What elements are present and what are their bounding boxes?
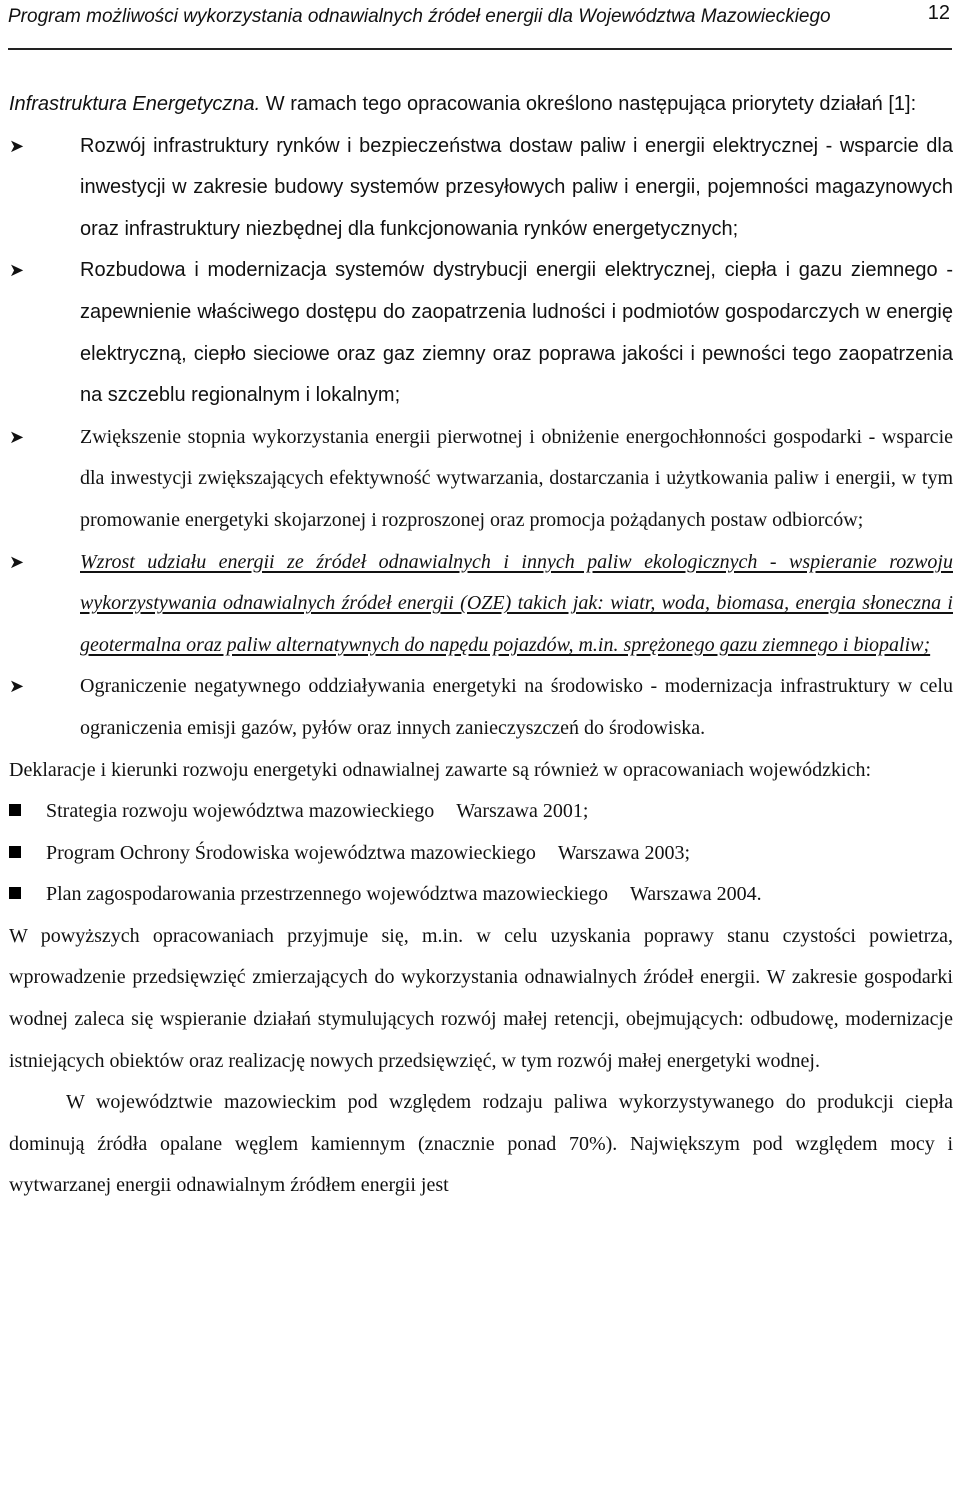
list-item: Plan zagospodarowania przestrzennego województwa mazowieckiego Warszawa 2004. xyxy=(9,874,953,916)
list-item: ➤ Zwiększenie stopnia wykorzystania energii pierwotnej i obniżenie energochłonności gospodarki - wsparcie dla inwestycji zwiększających efektywność wytwarzania, dostarczania i użytkowania paliw i energii, w tym promowanie energetyki skojarzonej i rozproszonej oraz promocja pożądanych postaw odbiorców; xyxy=(9,417,953,542)
list-item: ➤ Wzrost udziału energii ze źródeł odnawialnych i innych paliw ekologicznych - wspieranie rozwoju wykorzystywania odnawialnych źródeł energii (OZE) takich jak: wiatr, woda, biomasa, energia słoneczna i geotermalna oraz paliw alternatywnych do napędu pojazdów, m.in. sprężonego gazu ziemnego i biopaliw; xyxy=(9,542,953,667)
arrow-bullet-icon: ➤ xyxy=(9,676,25,697)
arrow-bullet-icon: ➤ xyxy=(9,260,25,281)
square-bullet-icon xyxy=(9,846,21,858)
page-number: 12 xyxy=(927,2,950,24)
priorities-list xyxy=(9,126,953,750)
documents-list xyxy=(9,791,953,916)
intro-rest: W ramach tego opracowania określono następująca priorytety działań [1]: xyxy=(260,93,917,115)
arrow-bullet-icon: ➤ xyxy=(9,551,25,572)
heat-production-paragraph: W województwie mazowieckim pod względem rodzaju paliwa wykorzystywanego do produkcji ciepła dominują źródła opalane węglem kamiennym (znacznie ponad 70%). Największym pod względem mocy i wytwarzanej energii odnawialnym źródłem energii jest xyxy=(9,1091,953,1197)
intro-italic: Infrastruktura Energetyczna. xyxy=(9,93,261,115)
square-bullet-icon xyxy=(9,804,21,816)
list-item: Strategia rozwoju województwa mazowieckiego Warszawa 2001; xyxy=(9,791,953,833)
page-body xyxy=(9,84,953,1207)
declarations-intro: Deklaracje i kierunki rozwoju energetyki odnawialnej zawarte są również w opracowaniach wojewódzkich: xyxy=(9,758,872,781)
square-bullet-icon xyxy=(9,887,21,899)
list-item: Program Ochrony Środowiska województwa mazowieckiego Warszawa 2003; xyxy=(9,833,953,875)
intro-paragraph xyxy=(9,84,953,126)
list-item: ➤ Rozwój infrastruktury rynków i bezpieczeństwa dostaw paliw i energii elektrycznej - wsparcie dla inwestycji w zakresie budowy systemów przesyłowych paliw i energii, pojemności magazynowych oraz infrastruktury niezbędnej dla funkcjonowania rynków energetycznych; xyxy=(9,126,953,251)
document-title: Program możliwości wykorzystania odnawialnych źródeł energii dla Województwa Mazowieckiego xyxy=(8,6,831,27)
air-quality-paragraph: W powyższych opracowaniach przyjmuje się, m.in. w celu uzyskania poprawy stanu czystości powietrza, wprowadzenie przedsięwzięć zmierzających do wykorzystania odnawialnych źródeł energii. W zakresie gospodarki wodnej zaleca się wspieranie działań stymulujących rozwój małej retencji, obejmujących: odbudowę, modernizacje istniejących obiektów oraz realizację nowych przedsięwzięć, w tym rozwój małej energetyki wodnej. xyxy=(9,924,953,1072)
list-item: ➤ Rozbudowa i modernizacja systemów dystrybucji energii elektrycznej, ciepła i gazu ziemnego - zapewnienie właściwego dostępu do zaopatrzenia ludności i podmiotów gospodarczych w energię elektryczną, ciepło sieciowe oraz gaz ziemny oraz poprawa jakości i pewności tego zaopatrzenia na szczeblu regionalnym i lokalnym; xyxy=(9,250,953,416)
page-header xyxy=(8,0,952,50)
arrow-bullet-icon: ➤ xyxy=(9,426,25,447)
arrow-bullet-icon: ➤ xyxy=(9,135,25,156)
list-item: ➤ Ograniczenie negatywnego oddziaływania energetyki na środowisko - modernizacja infrastruktury w celu ograniczenia emisji gazów, pyłów oraz innych zanieczyszczeń do środowiska. xyxy=(9,666,953,749)
